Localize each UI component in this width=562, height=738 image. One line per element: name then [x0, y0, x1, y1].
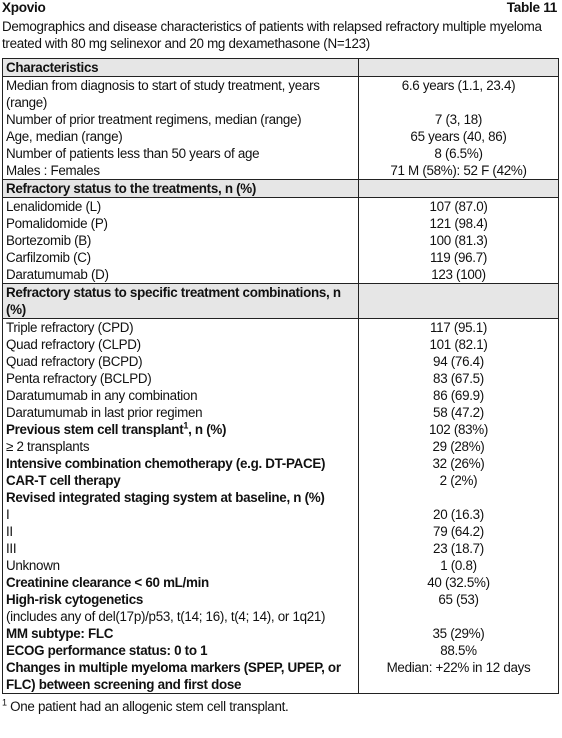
footnote-text: One patient had an allogenic stem cell transplant.	[6, 699, 289, 714]
row-label-text: Previous stem cell transplant	[6, 422, 184, 437]
row-label-text: Number of prior treatment regimens, median (range)	[6, 112, 302, 127]
row-label-text: High-risk cytogenetics	[6, 592, 144, 607]
row-label	[3, 489, 359, 506]
row-label	[3, 319, 359, 337]
row-label-text: Males : Females	[6, 163, 100, 178]
row-label	[3, 642, 359, 659]
row-label-text: CAR-T cell therapy	[6, 473, 121, 488]
table-row	[3, 404, 559, 421]
row-value: 123 (100)	[431, 267, 486, 282]
row-label	[3, 387, 359, 404]
table-row	[3, 128, 559, 145]
footnote	[2, 699, 562, 715]
row-label-text: Changes in multiple myeloma markers (SPEP, UPEP, or FLC) between screening and first dose	[6, 660, 341, 692]
characteristics-table	[2, 58, 559, 694]
row-label-suffix: , n (%)	[188, 422, 227, 437]
row-label-text: Penta refractory (BCLPD)	[6, 371, 152, 386]
row-label-text: III	[6, 541, 17, 556]
row-label-text: Bortezomib (B)	[6, 233, 92, 248]
row-value	[359, 608, 559, 625]
row-label	[3, 455, 359, 472]
row-label-text: I	[6, 507, 10, 522]
row-value: 86 (69.9)	[433, 388, 484, 403]
row-label	[3, 404, 359, 421]
document-header	[2, 0, 562, 18]
row-label	[3, 438, 359, 455]
row-label-text: Quad refractory (CLPD)	[6, 337, 141, 352]
row-value: 121 (98.4)	[429, 216, 488, 231]
table-caption: Demographics and disease characteristics of patients with relapsed refractory multiple myeloma treated with 80 mg selinexor and 20 mg dexamethasone (N=123)	[2, 19, 542, 51]
row-label	[3, 353, 359, 370]
row-value	[359, 180, 559, 198]
footnote-ref: 1	[183, 420, 189, 431]
table-row	[3, 455, 559, 472]
row-value: 102 (83%)	[428, 422, 489, 437]
row-label-text: ≥ 2 transplants	[6, 439, 90, 454]
row-label-text: Carfilzomib (C)	[6, 250, 91, 265]
row-value: 40 (32.5%)	[427, 575, 490, 590]
table-row	[3, 353, 559, 370]
row-label	[3, 215, 359, 232]
row-value: 101 (82.1)	[429, 337, 488, 352]
row-label	[3, 162, 359, 180]
row-value: 94 (76.4)	[433, 354, 484, 369]
table-row	[3, 472, 559, 489]
row-value: 7 (3, 18)	[434, 112, 483, 127]
table-row	[3, 232, 559, 249]
row-label	[3, 421, 359, 438]
row-label	[3, 111, 359, 128]
table-row	[3, 540, 559, 557]
table-row	[3, 557, 559, 574]
row-label	[3, 370, 359, 387]
row-label-text: Refractory status to specific treatment combinations, n (%)	[6, 285, 341, 317]
row-label-text: Triple refractory (CPD)	[6, 320, 134, 335]
table-row	[3, 198, 559, 216]
row-value: 23 (18.7)	[433, 541, 484, 556]
row-label	[3, 232, 359, 249]
table-row	[3, 215, 559, 232]
row-value: 29 (28%)	[432, 439, 485, 454]
section-row	[3, 284, 559, 319]
row-label	[3, 472, 359, 489]
row-label	[3, 523, 359, 540]
row-value: 58 (47.2)	[433, 405, 484, 420]
row-value: 20 (16.3)	[433, 507, 484, 522]
row-label	[3, 266, 359, 284]
row-value: 117 (95.1)	[429, 320, 488, 335]
table-label: Table 11	[506, 0, 557, 15]
row-value: 100 (81.3)	[429, 233, 488, 248]
row-label-text: ECOG performance status: 0 to 1	[6, 643, 208, 658]
table-row	[3, 145, 559, 162]
table-row	[3, 591, 559, 608]
row-label-text: Median from diagnosis to start of study treatment, years (range)	[6, 78, 320, 110]
row-label	[3, 540, 359, 557]
row-value: 2 (2%)	[439, 473, 478, 488]
row-value: 8 (6.5%)	[434, 146, 483, 161]
table-row	[3, 336, 559, 353]
table-row	[3, 625, 559, 642]
row-label	[3, 128, 359, 145]
row-label-text: Daratumumab (D)	[6, 267, 109, 282]
row-value: 35 (29%)	[432, 626, 485, 641]
row-label	[3, 180, 359, 198]
row-label	[3, 249, 359, 266]
row-label	[3, 574, 359, 591]
row-label-text: Intensive combination chemotherapy (e.g. DT-PACE)	[6, 456, 326, 471]
table-row	[3, 642, 559, 659]
row-value: Median: +22% in 12 days	[386, 660, 531, 675]
table-row	[3, 319, 559, 337]
row-label	[3, 198, 359, 216]
footnote-marker: 1	[2, 697, 7, 708]
row-value: 79 (64.2)	[433, 524, 484, 539]
table-header-cell: Characteristics	[3, 59, 359, 77]
row-value: 83 (67.5)	[433, 371, 484, 386]
table-header-row	[3, 59, 559, 77]
section-row	[3, 180, 559, 198]
row-value: 65 (53)	[438, 592, 479, 607]
row-value: 32 (26%)	[432, 456, 485, 471]
row-label	[3, 336, 359, 353]
table-header-value-cell	[359, 59, 559, 77]
row-value: 107 (87.0)	[429, 199, 488, 214]
row-value: 65 years (40, 86)	[410, 129, 507, 144]
row-label-text: Unknown	[6, 558, 60, 573]
table-row	[3, 489, 559, 506]
table-row	[3, 249, 559, 266]
row-label-text: Number of patients less than 50 years of age	[6, 146, 260, 161]
table-row	[3, 266, 559, 284]
row-label-text: MM subtype: FLC	[6, 626, 114, 641]
row-label-text: II	[6, 524, 13, 539]
row-label-text: Revised integrated staging system at baseline, n (%)	[6, 490, 325, 505]
row-label-text: Age, median (range)	[6, 129, 123, 144]
row-label-text: Daratumumab in any combination	[6, 388, 198, 403]
table-row	[3, 659, 559, 694]
row-label	[3, 145, 359, 162]
row-label	[3, 557, 359, 574]
row-value: 71 M (58%): 52 F (42%)	[390, 163, 527, 178]
row-label	[3, 625, 359, 642]
table-row	[3, 370, 559, 387]
row-value	[359, 489, 559, 506]
row-label-text: Lenalidomide (L)	[6, 199, 101, 214]
table-row	[3, 111, 559, 128]
table-row	[3, 77, 559, 112]
product-name: Xpovio	[2, 0, 46, 15]
table-row	[3, 608, 559, 625]
row-label	[3, 659, 359, 694]
row-label-text: Pomalidomide (P)	[6, 216, 108, 231]
row-label	[3, 608, 359, 625]
row-value	[359, 284, 559, 319]
table-row	[3, 574, 559, 591]
table-row	[3, 438, 559, 455]
row-label-text: (includes any of del(17p)/p53, t(14; 16), t(4; 14), or 1q21)	[6, 609, 326, 624]
row-label-text: Refractory status to the treatments, n (%)	[6, 181, 257, 196]
row-label	[3, 284, 359, 319]
row-value: 119 (96.7)	[429, 250, 488, 265]
table-row	[3, 506, 559, 523]
table-row	[3, 421, 559, 438]
row-label-text: Quad refractory (BCPD)	[6, 354, 143, 369]
row-label	[3, 77, 359, 112]
row-label	[3, 506, 359, 523]
table-row	[3, 387, 559, 404]
table-row	[3, 523, 559, 540]
row-value: 88.5%	[440, 643, 477, 658]
row-value: 6.6 years (1.1, 23.4)	[401, 78, 516, 93]
row-label-text: Creatinine clearance < 60 mL/min	[6, 575, 209, 590]
row-label	[3, 591, 359, 608]
row-value: 1 (0.8)	[440, 558, 477, 573]
table-row	[3, 162, 559, 180]
row-label-text: Daratumumab in last prior regimen	[6, 405, 203, 420]
